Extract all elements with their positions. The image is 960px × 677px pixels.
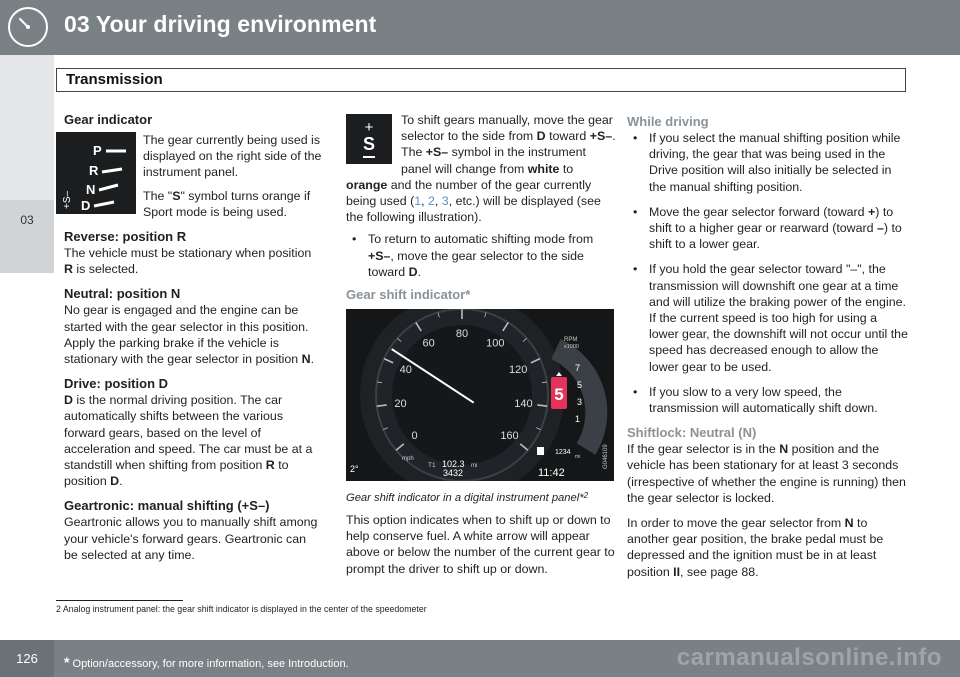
gear-number-1: 1 [414,194,422,209]
geartronic-heading: Geartronic: manual shifting (+S–) [64,498,270,514]
image-code: G046109 [603,444,609,470]
shift-indicator-heading: Gear shift indicator* [346,287,471,303]
manual-shift-intro: To shift gears manually, move the gear selector to the side from D toward +S–. The +S– symbol in the instrument panel will change from white to orange and the number of the gear currently being used (1, 2, 3, etc.) will be displayed (see the following illustration). [346,113,616,225]
list-item: • If you hold the gear selector toward "–", the transmission will downshift one gear at a time and will utilize the braking power of the engine. If the current speed is too high for using a lower gear, the downshift will not occur until the speed has decreased enough to allow the lower gear to be used. [633,262,908,374]
gear-label-d: D [81,198,91,213]
manual-shift-icon [346,114,392,164]
tab-strip-active [0,200,54,273]
svg-text:S: S [362,134,376,154]
column-3 [627,112,909,580]
column-1 [64,112,322,563]
chapter-tab-strip [0,55,54,273]
section-title: Transmission [66,71,163,88]
drive-text: D is the normal driving position. The car automatically shifts between the various forward gears, based on the level of acceleration and speed. The car must be at a standstill when shifting from position R to position D. [64,393,313,489]
shiftlock-heading: Shiftlock: Neutral (N) [627,425,757,441]
footer-tab [0,640,54,677]
list-item: • Move the gear selector forward (toward +) to shift to a higher gear or rearward (toward –) to shift to a lower gear. [633,204,902,252]
gear-number-3: 3 [441,194,449,209]
shiftlock-text-1: If the gear selector is in the N position and the vehicle has been stationary for at least 3 seconds (irrespective of whether the engine is running) then the gear selector is locked. [627,442,906,505]
page-header [0,0,960,55]
outside-temperature: 2° [350,464,359,475]
while-driving-heading: While driving [627,114,709,129]
current-gear: 5 [554,385,564,405]
speed-tick-label: 40 [399,363,412,376]
rpm-label: RPM [564,337,578,344]
gear-indicator-text-1: The gear currently being used is displayed on the right side of the instrument panel. [143,133,322,180]
speed-tick-label: 80 [455,328,469,341]
speed-tick-label: 0 [411,429,418,442]
gear-indicator-heading: Gear indicator [64,112,153,127]
bullet: • [352,232,357,247]
clock: 11:42 [538,467,565,480]
neutral-heading: Neutral: position N [64,286,181,302]
chapter-tab-number: 03 [20,213,34,227]
shiftlock-text-2: In order to move the gear selector from N to another gear position, the brake pedal must be depressed and the ignition must be in at least position II, see page 88. [627,516,884,579]
page-footer [0,640,960,677]
return-auto-list [346,231,616,280]
geartronic-text: Geartronic allows you to manually shift among your vehicle's forward gears. Geartronic can be selected at any time. [64,515,318,562]
speed-tick-label: 120 [509,363,528,376]
speed-tick-label: 160 [500,429,519,442]
gear-label-p: P [93,143,102,158]
speed-unit: mph [402,456,414,463]
range-value: 1234 [555,449,571,457]
section-bar [56,68,906,92]
gear-label-n: N [86,182,96,197]
speed-tick-label: 140 [514,398,533,411]
svg-text:+: + [364,119,374,136]
gear-indicator-icon [56,132,136,214]
shift-indicator-text: This option indicates when to shift up or down to help conserve fuel. A white arrow will appear above or below the number of the current gear to prompt the driver to shift up or down. [346,513,615,576]
gear-side-label: +S– [62,190,73,209]
chapter-title: 03 Your driving environment [64,11,377,37]
gear-number-2: 2 [428,194,435,209]
neutral-text: No gear is engaged and the engine can be started with the gear selector in this position. Apply the parking brake if the vehicle is stationary with the gear selector in position N. [64,303,315,367]
figure-caption: Gear shift indicator in a digital instrument panel*$^2$ [346,491,589,505]
gear-label-r: R [89,163,99,178]
speedometer-icon [6,5,50,49]
range-unit: mi [575,454,581,461]
watermark: carmanualsonline.info [676,644,942,671]
reverse-text: The vehicle must be stationary when position R is selected. [64,246,312,277]
rpm-factor: x1000 [564,344,579,351]
rpm-tick-label: 3 [577,397,583,408]
trip-unit: mi [471,463,478,470]
column-2 [346,112,616,577]
tab-strip-upper [0,55,54,200]
fuel-pump-icon [537,447,544,455]
trip-label: T1 [428,462,436,470]
footnote-rule [56,600,183,601]
gear-shift-indicator-image [346,309,614,481]
speed-tick-label: 100 [486,337,505,350]
list-item: • To return to automatic shifting mode from +S–, move the gear selector to the side toward D. [352,232,594,279]
trip-value: 102.3 [442,459,465,470]
while-driving-list [627,130,909,416]
footer-note: * Option/accessory, for more information, see Introduction. [64,654,349,670]
page-number: 126 [16,651,38,666]
rpm-tick-label: 7 [575,363,581,374]
odometer: 3432 [443,468,464,479]
speed-tick-label: 20 [394,398,407,411]
gear-indicator-text-2: The "S" symbol turns orange if Sport mode is being used. [143,188,311,219]
list-item: • If you select the manual shifting position while driving, the gear that was being used in the Drive position will also initially be selected in the manual shifting position. [633,131,901,194]
footnote: 2 Analog instrument panel: the gear shift indicator is displayed in the center of the speedometer [56,604,427,614]
drive-heading: Drive: position D [64,376,169,392]
reverse-heading: Reverse: position R [64,229,187,245]
speed-tick-label: 60 [422,337,435,350]
rpm-tick-label: 1 [575,414,581,425]
list-item: • If you slow to a very low speed, the transmission will automatically shift down. [633,384,878,416]
rpm-tick-label: 5 [577,380,583,391]
